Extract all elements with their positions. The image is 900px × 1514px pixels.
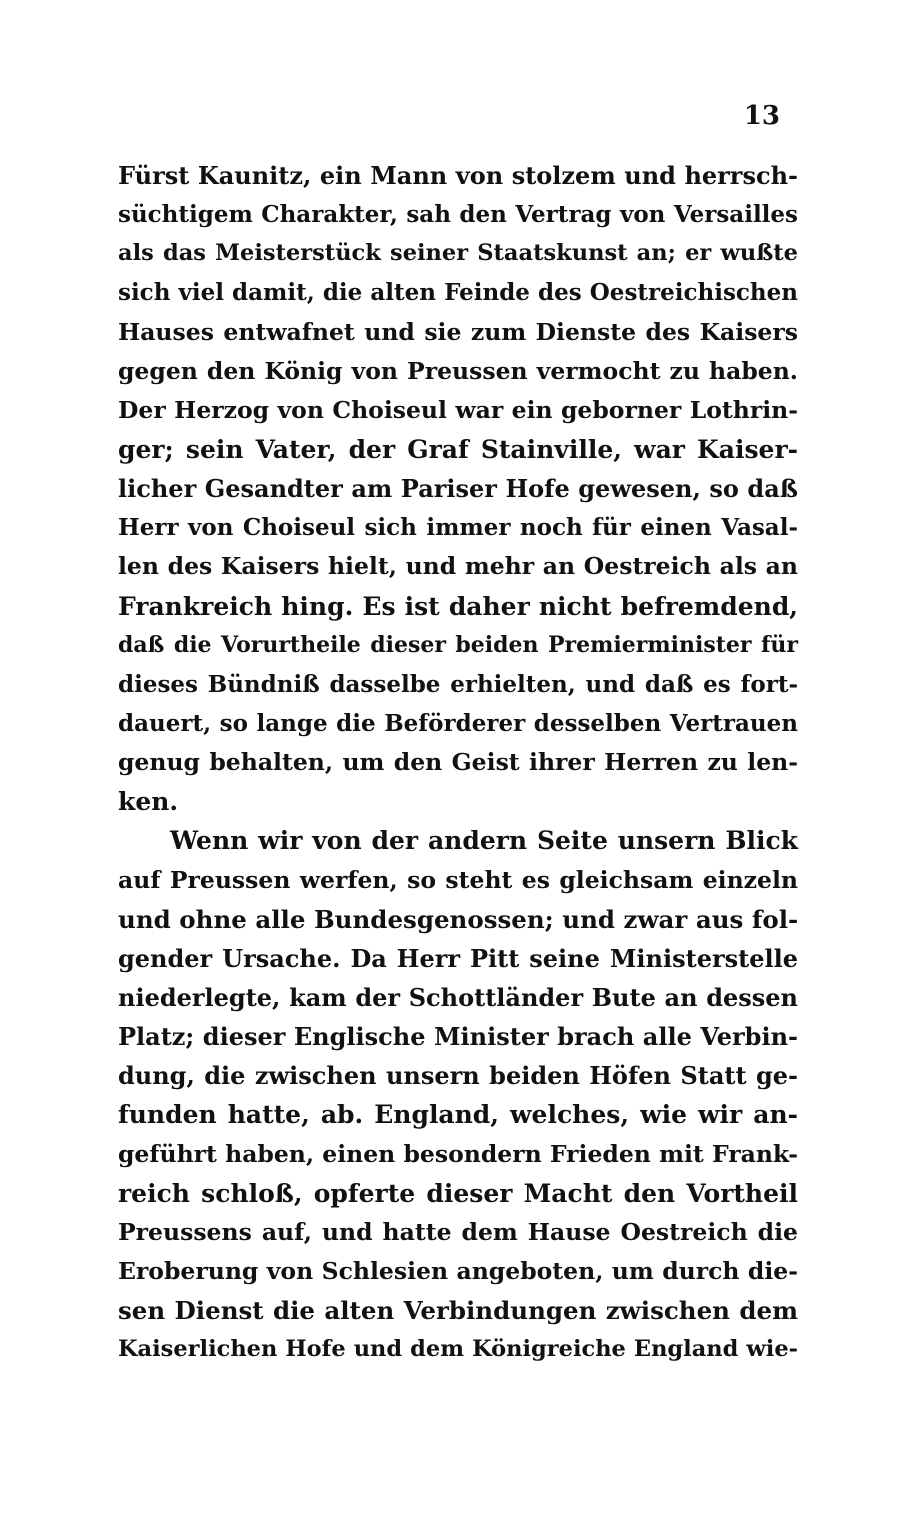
text-line: ger; sein Vater, der Graf Stainville, war Kaiser-	[118, 434, 798, 464]
text-line: Wenn wir von der andern Seite unsern Blick	[170, 826, 798, 856]
text-line: reich schloß, opferte dieser Macht den Vortheil	[118, 1178, 798, 1208]
text-line: dung, die zwischen unsern beiden Höfen Statt ge-	[118, 1061, 798, 1091]
text-line: niederlegte, kam der Schottländer Bute an dessen	[118, 982, 798, 1012]
text-line: gender Ursache. Da Herr Pitt seine Ministerstelle	[118, 943, 798, 973]
text-line: len des Kaisers hielt, und mehr an Oestreich als an	[118, 552, 798, 581]
body-text	[118, 156, 798, 1369]
text-line: dauert, so lange die Beförderer desselben Vertrauen	[118, 709, 798, 737]
text-line: funden hatte, ab. England, welches, wie wir an-	[118, 1100, 798, 1130]
text-line: sen Dienst die alten Verbindungen zwischen dem	[118, 1296, 798, 1326]
text-line: Herr von Choiseul sich immer noch für einen Vasal-	[118, 514, 798, 542]
text-line: sich viel damit, die alten Feinde des Oestreichischen	[118, 279, 798, 307]
paragraph-2	[118, 821, 798, 1369]
text-line: Fürst Kaunitz, ein Mann von stolzem und herrsch-	[118, 161, 798, 190]
text-line: auf Preussen werfen, so steht es gleichsam einzeln	[118, 865, 798, 894]
text-line: ken.	[118, 787, 179, 817]
text-line: Frankreich hing. Es ist daher nicht befremdend,	[118, 591, 798, 621]
text-line: Der Herzog von Choiseul war ein geborner Lothrin-	[118, 395, 798, 424]
text-line: Kaiserlichen Hofe und dem Königreiche England wie-	[118, 1336, 798, 1363]
text-line: genug behalten, um den Geist ihrer Herren zu len-	[118, 748, 798, 777]
text-line: daß die Vorurtheile dieser beiden Premierminister für	[118, 631, 798, 658]
page-number: 13	[743, 101, 780, 131]
text-line: geführt haben, einen besondern Frieden mit Frank-	[118, 1139, 798, 1168]
text-line: Hauses entwafnet und sie zum Dienste des Kaisers	[118, 317, 798, 346]
text-line: Platz; dieser Englische Minister brach alle Verbin-	[118, 1022, 798, 1052]
text-line: gegen den König von Preussen vermocht zu haben.	[118, 356, 798, 385]
text-line: dieses Bündniß dasselbe erhielten, und daß es fort-	[118, 670, 798, 698]
text-line: Eroberung von Schlesien angeboten, um durch die-	[118, 1256, 798, 1285]
paragraph-1	[118, 156, 798, 821]
text-line: licher Gesandter am Pariser Hofe gewesen, so daß	[118, 474, 798, 504]
text-line: süchtigem Charakter, sah den Vertrag von Versailles	[118, 201, 798, 229]
text-line: Preussens auf, und hatte dem Hause Oestreich die	[118, 1217, 798, 1246]
text-line: und ohne alle Bundesgenossen; und zwar aus fol-	[118, 904, 799, 934]
text-line: als das Meisterstück seiner Staatskunst an; er wußte	[118, 240, 798, 267]
